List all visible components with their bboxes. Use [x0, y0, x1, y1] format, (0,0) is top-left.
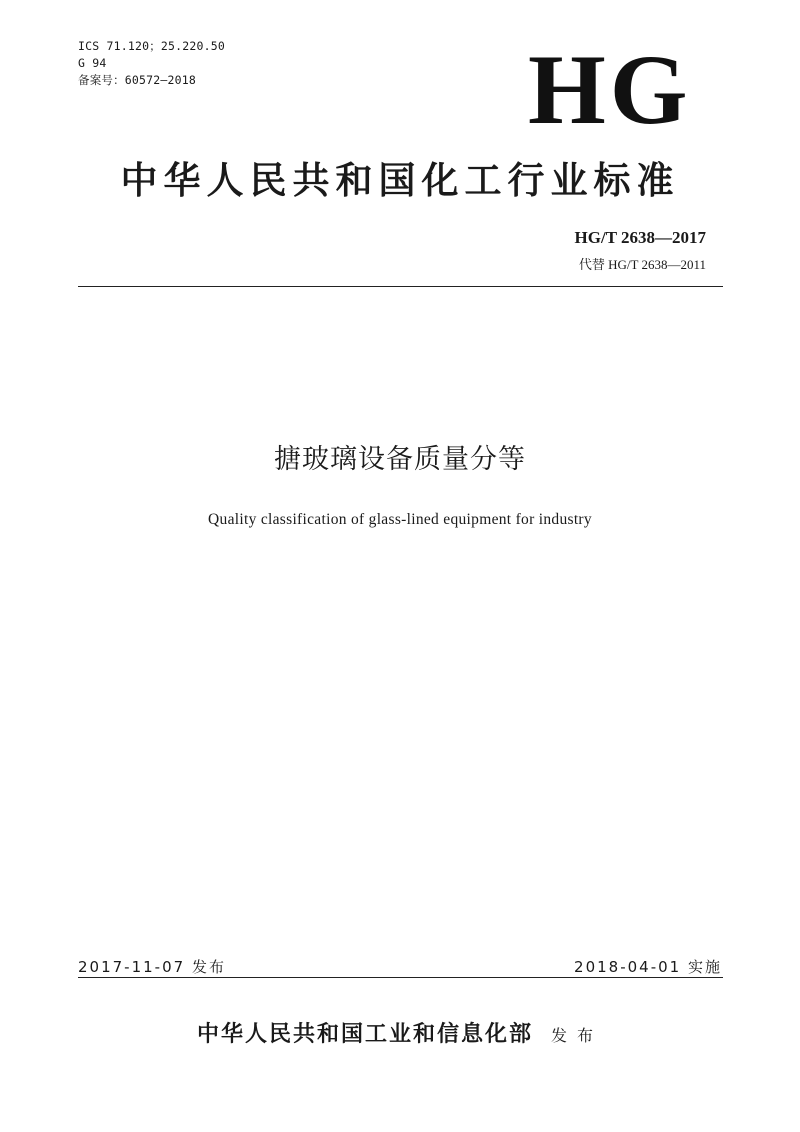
bottom-divider [78, 977, 723, 978]
hg-logo: HG [528, 34, 692, 145]
standard-category-title: 中华人民共和国化工行业标准 [120, 158, 680, 202]
effective-date: 2018-04-01 实施 [574, 958, 722, 976]
replaces-standard: 代替 HG/T 2638—2011 [578, 257, 706, 272]
standard-number: HG/T 2638—2017 [574, 228, 706, 247]
issue-date: 2017-11-07 发布 [78, 958, 226, 976]
top-divider [78, 286, 723, 287]
ics-code: ICS 71.120；25.220.50 [78, 39, 226, 53]
publisher-line [0, 1017, 800, 1048]
publisher-action: 发布 [551, 1026, 604, 1045]
filing-number: 备案号：60572—2018 [78, 73, 197, 87]
ccs-code: G 94 [78, 56, 107, 70]
document-title-cn: 搪玻璃设备质量分等 [274, 444, 526, 475]
document-title-en: Quality classification of glass-lined equipment for industry [208, 511, 592, 528]
publisher-name: 中华人民共和国工业和信息化部 [196, 1021, 533, 1047]
classification-block [78, 38, 225, 89]
